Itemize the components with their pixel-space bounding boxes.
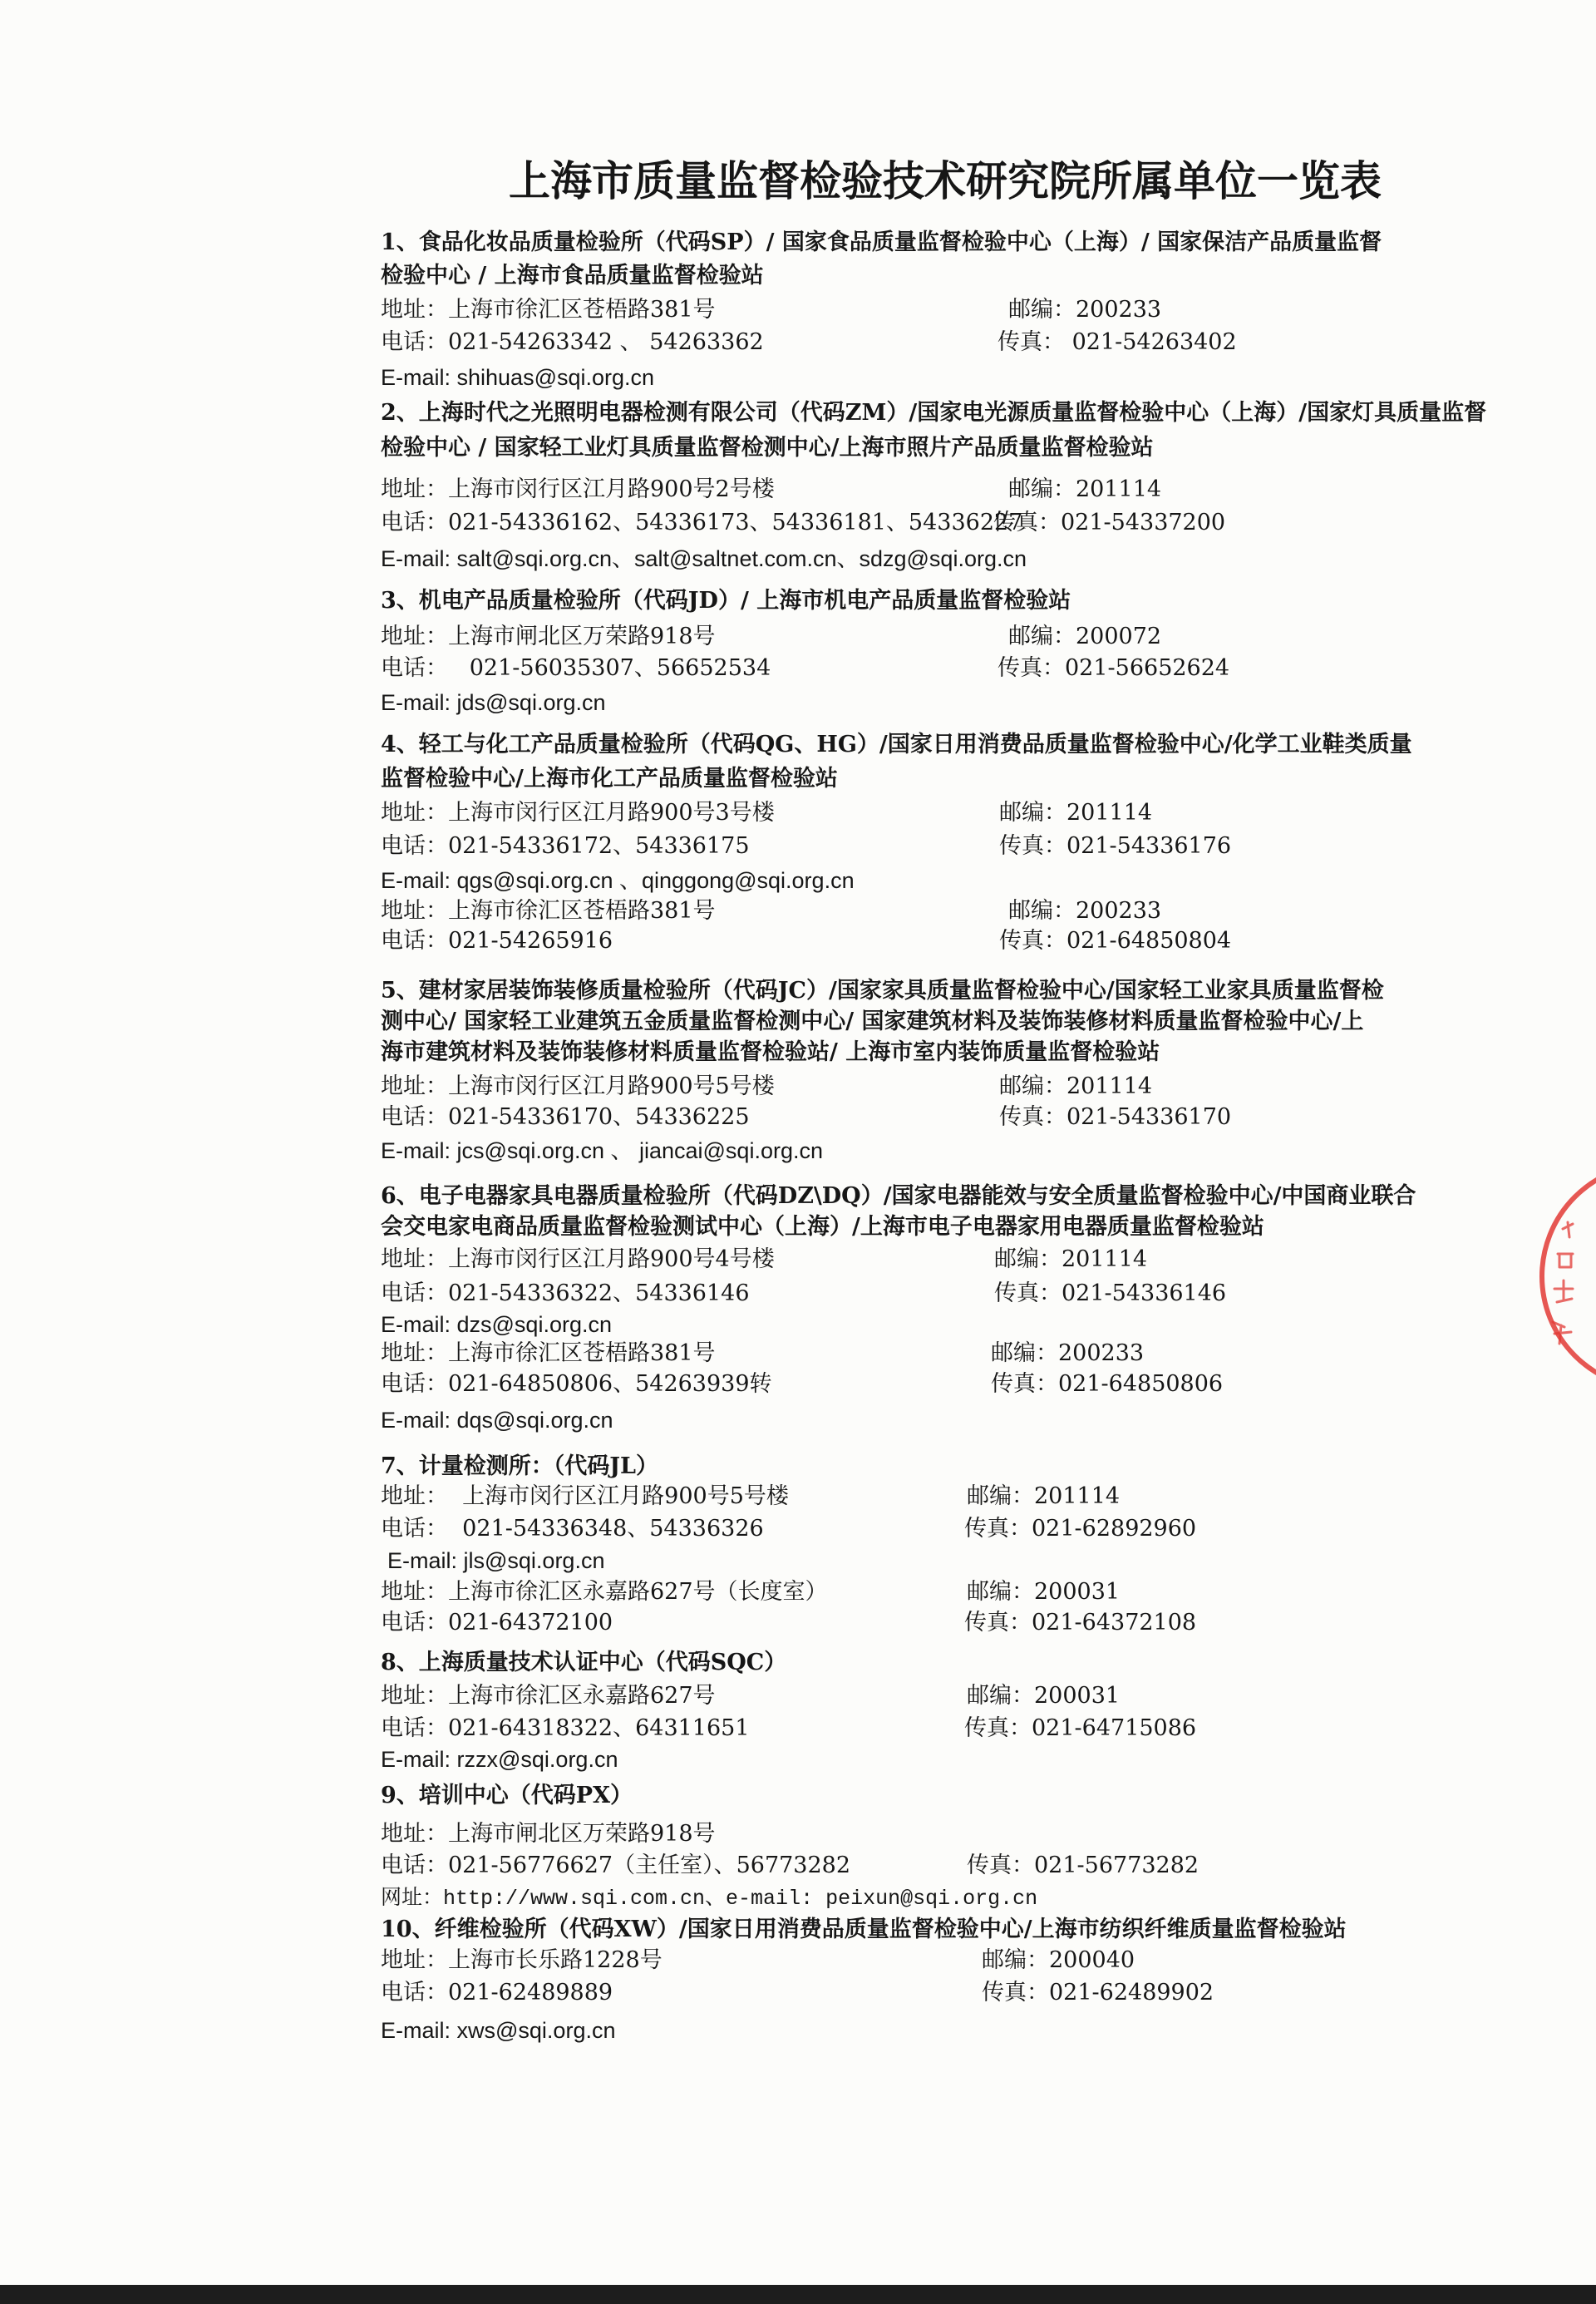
- address: 地址：上海市闵行区江月路900号5号楼: [381, 1073, 775, 1099]
- unit-heading-line: 监督检验中心/上海市化工产品质量监督检验站: [381, 766, 838, 792]
- postcode: 邮编：200031: [967, 1683, 1121, 1709]
- seal-mark: [1558, 1254, 1573, 1267]
- email: E-mail: xws@sqi.org.cn: [381, 2018, 616, 2043]
- address: 地址：上海市闵行区江月路900号3号楼: [381, 800, 775, 826]
- postcode: 邮编：200031: [967, 1579, 1121, 1605]
- postcode: 邮编：200040: [982, 1947, 1135, 1973]
- email: E-mail: jcs@sqi.org.cn 、 jiancai@sqi.org.cn: [381, 1138, 823, 1163]
- postcode: 邮编：201114: [1008, 476, 1162, 502]
- address: 地址：上海市徐汇区永嘉路627号（长度室）: [381, 1579, 828, 1605]
- phone: 电话：021-54336172、54336175: [381, 833, 750, 859]
- address: 地址：上海市闵行区江月路900号4号楼: [381, 1246, 775, 1272]
- email: E-mail: dzs@sqi.org.cn: [381, 1312, 612, 1337]
- unit-heading-line: 9、培训中心（代码PX）: [381, 1783, 633, 1808]
- email: E-mail: jls@sqi.org.cn: [387, 1548, 605, 1573]
- unit-heading-line: 测中心/ 国家轻工业建筑五金质量监督检测中心/ 国家建筑材料及装饰装修材料质量监督检验中心/上: [381, 1009, 1364, 1034]
- email: E-mail: qgs@sqi.org.cn 、qinggong@sqi.org.cn: [381, 868, 855, 893]
- phone: 电话：021-54263342 、 54263362: [381, 329, 764, 355]
- email: E-mail: shihuas@sqi.org.cn: [381, 365, 655, 390]
- phone: 电话： 021-54336348、54336326: [381, 1516, 764, 1542]
- unit-heading-line: 7、计量检测所：（代码JL）: [381, 1453, 659, 1479]
- postcode: 邮编：200072: [1008, 624, 1162, 649]
- email: E-mail: dqs@sqi.org.cn: [381, 1408, 613, 1433]
- address: 地址： 上海市闵行区江月路900号5号楼: [381, 1483, 789, 1509]
- postcode: 邮编：201114: [994, 1246, 1148, 1272]
- phone: 电话：021-56776627（主任室）、56773282: [381, 1853, 851, 1878]
- phone: 电话：021-54336170、54336225: [381, 1104, 750, 1130]
- postcode: 邮编：200233: [991, 1340, 1145, 1366]
- postcode: 邮编：201114: [967, 1483, 1121, 1509]
- unit-heading-line: 会交电家电商品质量监督检验测试中心（上海）/上海市电子电器家用电器质量监督检验站: [381, 1214, 1264, 1240]
- phone: 电话：021-64850806、54263939转: [381, 1371, 772, 1397]
- unit-heading-line: 1、食品化妆品质量检验所（代码SP）/ 国家食品质量监督检验中心（上海）/ 国家保洁产品质量监督: [381, 229, 1382, 255]
- fax: 传真：021-64715086: [964, 1715, 1197, 1741]
- unit-heading-line: 10、纤维检验所（代码XW）/国家日用消费品质量监督检验中心/上海市纺织纤维质量监督检验站: [381, 1917, 1347, 1942]
- postcode: 邮编：201114: [999, 1073, 1153, 1099]
- unit-heading-line: 6、电子电器家具电器质量检验所（代码DZ\DQ）/国家电器能效与安全质量监督检验中心/中国商业联合: [381, 1183, 1416, 1209]
- email: E-mail: rzzx@sqi.org.cn: [381, 1747, 618, 1772]
- phone: 电话：021-54336322、54336146: [381, 1280, 750, 1306]
- unit-heading-line: 5、建材家居装饰装修质量检验所（代码JC）/国家家具质量监督检验中心/国家轻工业家具质量监督检: [381, 978, 1384, 1004]
- unit-heading-line: 检验中心 / 上海市食品质量监督检验站: [381, 263, 764, 289]
- fax: 传真：021-54337200: [993, 510, 1226, 535]
- address: 地址：上海市闸北区万荣路918号: [381, 624, 716, 649]
- phone: 电话： 021-56035307、56652534: [381, 655, 771, 681]
- scan-edge: [0, 2285, 1596, 2304]
- postcode: 邮编：200233: [1008, 898, 1162, 924]
- unit-heading-line: 3、机电产品质量检验所（代码JD）/ 上海市机电产品质量监督检验站: [381, 588, 1071, 614]
- fax: 传真：021-64372108: [964, 1610, 1197, 1635]
- document-title: 上海市质量监督检验技术研究院所属单位一览表: [509, 156, 1382, 205]
- unit-heading-line: 2、上海时代之光照明电器检测有限公司（代码ZM）/国家电光源质量监督检验中心（上海）/国家灯具质量监督: [381, 400, 1487, 426]
- address: 地址：上海市徐汇区苍梧路381号: [381, 297, 716, 323]
- phone: 电话：021-54265916: [381, 928, 613, 954]
- address: 地址：上海市徐汇区苍梧路381号: [381, 898, 716, 924]
- fax: 传真：021-56652624: [998, 655, 1230, 681]
- seal-mark: [1554, 1280, 1573, 1302]
- phone: 电话：021-54336162、54336173、54336181、54336227: [381, 510, 1023, 535]
- phone: 电话：021-64372100: [381, 1610, 613, 1635]
- phone: 电话：021-62489889: [381, 1980, 613, 2006]
- unit-heading-line: 8、上海质量技术认证中心（代码SQC）: [381, 1650, 787, 1675]
- fax: 传真：021-62489902: [982, 1980, 1214, 2006]
- fax: 传真：021-64850804: [999, 928, 1232, 954]
- fax: 传真：021-56773282: [967, 1853, 1199, 1878]
- fax: 传真：021-54336146: [994, 1280, 1227, 1306]
- postcode: 邮编：201114: [999, 800, 1153, 826]
- fax: 传真：021-54336170: [999, 1104, 1232, 1130]
- fax: 传真：021-62892960: [964, 1516, 1197, 1542]
- address: 地址：上海市长乐路1228号: [381, 1947, 663, 1973]
- fax: 传真：021-54336176: [999, 833, 1232, 859]
- unit-heading-line: 检验中心 / 国家轻工业灯具质量监督检测中心/上海市照片产品质量监督检验站: [381, 435, 1154, 461]
- website: 网址：http://www.sqi.com.cn、e-mail: peixun@sqi.org.cn: [381, 1887, 1038, 1911]
- unit-heading-line: 4、轻工与化工产品质量检验所（代码QG、HG）/国家日用消费品质量监督检验中心/化学工业鞋类质量: [381, 732, 1412, 757]
- address: 地址：上海市闸北区万荣路918号: [381, 1821, 716, 1847]
- seal-mark: [1563, 1222, 1573, 1237]
- official-seal: [1530, 1156, 1596, 1405]
- address: 地址：上海市徐汇区永嘉路627号: [381, 1683, 716, 1709]
- fax: 传真： 021-54263402: [998, 329, 1237, 355]
- email: E-mail: salt@sqi.org.cn、salt@saltnet.com.cn、sdzg@sqi.org.cn: [381, 546, 1027, 571]
- fax: 传真：021-64850806: [991, 1371, 1224, 1397]
- address: 地址：上海市闵行区江月路900号2号楼: [381, 476, 775, 502]
- seal-ring: [1542, 1164, 1596, 1389]
- address: 地址：上海市徐汇区苍梧路381号: [381, 1340, 716, 1366]
- email: E-mail: jds@sqi.org.cn: [381, 690, 606, 715]
- phone: 电话：021-64318322、64311651: [381, 1715, 750, 1741]
- unit-heading-line: 海市建筑材料及装饰装修材料质量监督检验站/ 上海市室内装饰质量监督检验站: [381, 1039, 1160, 1065]
- postcode: 邮编：200233: [1008, 297, 1162, 323]
